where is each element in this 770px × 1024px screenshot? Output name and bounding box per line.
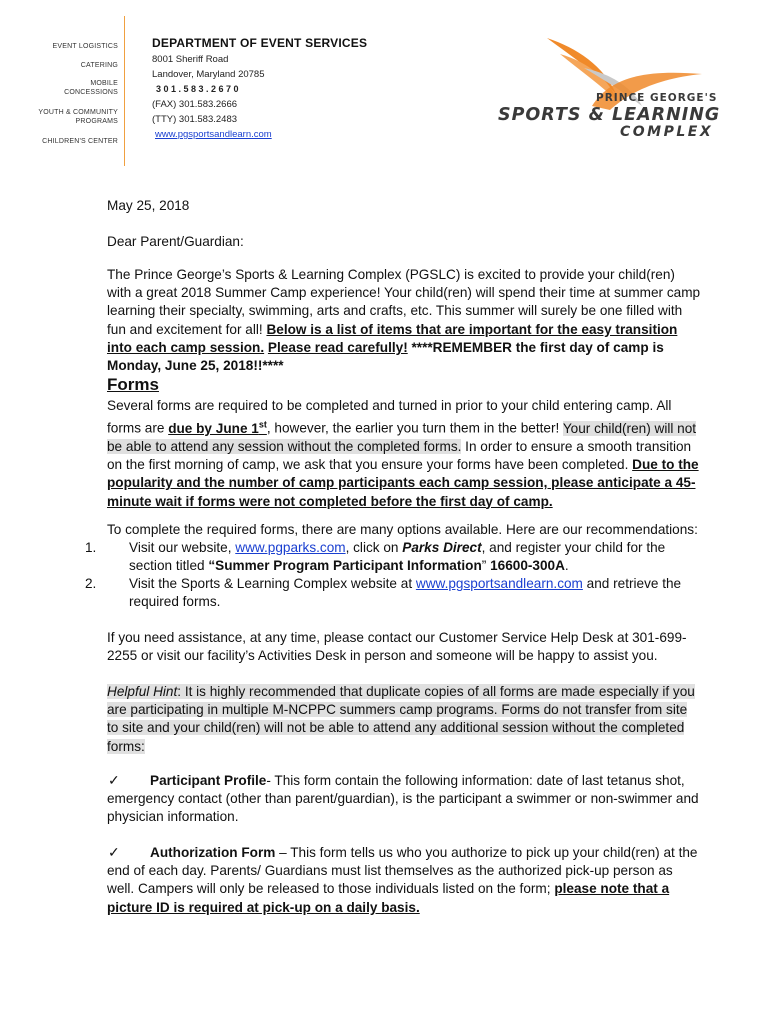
- pgparks-link[interactable]: www.pgparks.com: [235, 540, 346, 555]
- intro-paragraph: The Prince George’s Sports & Learning Complex (PGSLC) is excited to provide your child(ren) with a great 2018 Summer Camp experience! Your child(ren) will spend their time at summer camp learning their specialty, swimming, arts and crafts, etc. This summer will surely be one filled with fun and excitement for all! Below is a list of items that are important for the easy transition into each camp session. Please read carefully! ****REMEMBER the first day of camp is Monday, June 25, 2018!!****: [107, 267, 701, 374]
- sidebar-item-mobile-concessions: MOBILE CONCESSIONS: [64, 80, 118, 96]
- phone-number: 301.583.2670: [156, 84, 242, 94]
- checkmark-icon: ✓: [108, 772, 120, 788]
- fax-number: (FAX) 301.583.2666: [152, 99, 238, 110]
- logo-line-2: SPORTS & LEARNING: [498, 105, 721, 125]
- sidebar-divider: [124, 16, 125, 166]
- options-intro: To complete the required forms, there are many options available. Here are our recommendations:: [107, 522, 698, 537]
- participant-profile-item: ✓ Participant Profile- This form contain the following information: date of last tetanus shot, emergency contact (other than parent/guardian), is the participant a swimmer or non-swimmer and physician information.: [107, 772, 699, 825]
- forms-heading: Forms: [107, 375, 159, 394]
- sidebar-item-catering: CATERING: [80, 62, 118, 69]
- forms-paragraph: Several forms are required to be completed and turned in prior to your child entering camp. All forms are due by June 1st, however, the earlier you turn them in the better! Your child(ren) will not be able to attend any session without the completed forms. In order to ensure a smooth transition on the first morning of camp, we ask that you ensure your forms have been completed. Due to the popularity and the number of camp participants each camp session, please anticipate a 45-minute wait if forms were not completed before the first day of camp.: [107, 398, 699, 509]
- sidebar-item-event-logistics: EVENT LOGISTICS: [52, 43, 118, 50]
- helpful-hint: Helpful Hint: It is highly recommended that duplicate copies of all forms are made especially if you are participating in multiple M-NCPPC summers camp programs. Forms do not transfer from site to site and your child(ren) will not be able to attend any additional session without the completed forms:: [107, 684, 695, 754]
- letter-date: May 25, 2018: [107, 198, 190, 213]
- checkmark-icon: ✓: [108, 844, 120, 860]
- option-1: 1. Visit our website, www.pgparks.com, click on Parks Direct, and register your child for the section titled “Summer Program Participant Information” 16600-300A.: [85, 540, 666, 574]
- salutation: Dear Parent/Guardian:: [107, 234, 244, 249]
- address-line-1: 8001 Sheriff Road: [152, 54, 229, 65]
- assistance-paragraph: If you need assistance, at any time, please contact our Customer Service Help Desk at 301-699-2255 or visit our facility’s Activities Desk in person and someone will be happy to assist you.: [107, 630, 687, 664]
- logo-line-1: PRINCE GEORGE'S: [596, 92, 718, 104]
- department-title: DEPARTMENT OF EVENT SERVICES: [152, 36, 368, 50]
- sidebar-item-childrens-center: CHILDREN'S CENTER: [42, 138, 118, 145]
- tty-number: (TTY) 301.583.2483: [152, 114, 238, 125]
- complex-logo: [492, 34, 722, 144]
- option-2: 2. Visit the Sports & Learning Complex website at www.pgsportsandlearn.com and retrieve the required forms.: [85, 576, 682, 610]
- authorization-form-item: ✓ Authorization Form – This form tells us who you authorize to pick up your child(ren) at the end of each day. Parents/ Guardians must list themselves as the authorized pick-up person as well. Campers will only be released to those individuals listed on the form; please note that a picture ID is required at pick-up on a daily basis.: [107, 844, 698, 915]
- logo-line-3: COMPLEX: [620, 124, 714, 140]
- pgsportsandlearn-link[interactable]: www.pgsportsandlearn.com: [415, 576, 583, 591]
- website-link[interactable]: www.pgsportsandlearn.com: [155, 129, 272, 140]
- sidebar-item-youth-community: YOUTH & COMMUNITY PROGRAMS: [38, 109, 118, 125]
- address-line-2: Landover, Maryland 20785: [152, 69, 265, 80]
